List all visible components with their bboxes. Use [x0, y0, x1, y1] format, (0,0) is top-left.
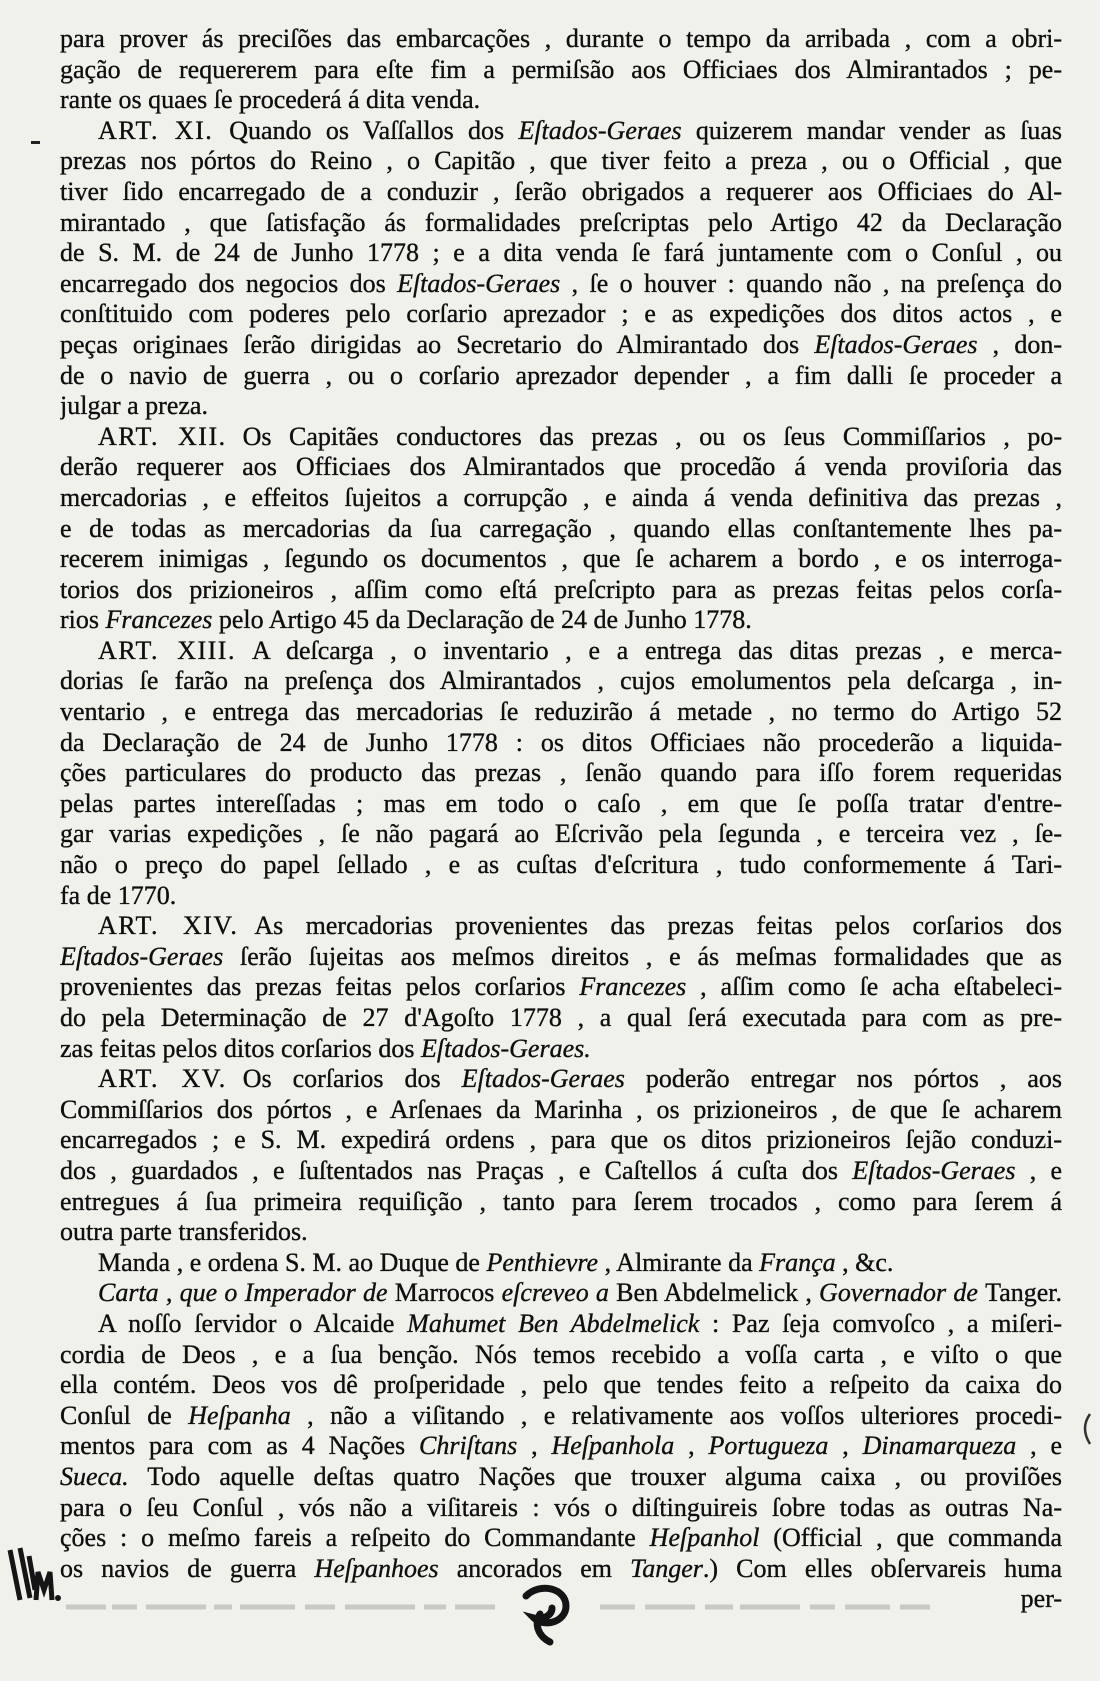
text-line [60, 177, 1062, 208]
text-run: dos , guardados , e ſuſtentados nas Praças , e Caſtellos á cuſta dos [60, 1155, 853, 1185]
text-run: mirantado , que ſatisfação ás formalidades preſcriptas pelo Artigo 42 da Declaração [60, 207, 1062, 237]
text-run: , &c. [835, 1247, 894, 1277]
italic-run: Heſpanhola [551, 1431, 675, 1461]
text-run: não o preço do papel ſellado , e as cuſtas d'eſcritura , tudo conformemente á Tari- [60, 850, 1062, 880]
text-run: poderão entregar nos pórtos , aos [624, 1064, 1062, 1094]
text-line [60, 55, 1062, 86]
text-line [60, 911, 1062, 942]
line-text [98, 636, 1062, 667]
text-run: rante os quaes ſe procederá á dita venda. [60, 85, 481, 115]
text-run: quizerem mandar vender as ſuas [681, 115, 1062, 145]
text-line [60, 1248, 1062, 1279]
line-text [60, 758, 1062, 789]
line-text [60, 819, 1062, 850]
italic-run: Dinamarqueza [862, 1431, 1017, 1461]
line-text [60, 1156, 1062, 1187]
italic-run: Eſtados-Geraes [397, 268, 561, 298]
continued-paragraph [60, 24, 1062, 116]
text-run: , [517, 1431, 552, 1461]
line-text [60, 1187, 1062, 1218]
article-number: ART. XII. [98, 421, 227, 451]
line-text [60, 452, 1062, 483]
text-line [60, 1431, 1062, 1462]
text-run: derão requerer aos Officiaes dos Almirantados que procedão á venda proviſoria das [60, 452, 1062, 482]
text-line [60, 146, 1062, 177]
line-text [60, 514, 1062, 545]
text-run: mentos para com as 4 Nações [60, 1431, 419, 1461]
line-text [60, 942, 1062, 973]
line-text [60, 881, 176, 912]
line-text [98, 422, 1062, 453]
article-paragraph [60, 636, 1062, 911]
italic-run: Penthievre [486, 1247, 599, 1277]
text-line [60, 1003, 1062, 1034]
body-text [60, 24, 1062, 1584]
text-run: (Official , que commanda [759, 1523, 1062, 1553]
text-line [60, 758, 1062, 789]
text-line [60, 1340, 1062, 1371]
text-line [60, 1095, 1062, 1126]
article-number: ART. XIV. [98, 911, 239, 941]
text-line [60, 972, 1062, 1003]
margin-bracket-mark [1085, 1414, 1090, 1444]
text-line [60, 605, 1062, 636]
text-line [60, 514, 1062, 545]
line-text [60, 1217, 308, 1248]
text-line [60, 85, 1062, 116]
article-paragraph [60, 116, 1062, 422]
text-run: : Paz ſeja comvoſco , a miſeri- [699, 1308, 1062, 1338]
line-text [98, 911, 1062, 942]
italic-run: Chriſtans [419, 1431, 518, 1461]
text-line [60, 269, 1062, 300]
article-number: ART. XV. [98, 1064, 227, 1094]
line-text [98, 116, 1062, 147]
text-line [60, 1309, 1062, 1340]
line-text [60, 299, 1062, 330]
italic-run: Eſtados-Geraes [852, 1155, 1016, 1185]
line-text [60, 972, 1062, 1003]
line-text [60, 1340, 1062, 1371]
text-line [60, 1156, 1062, 1187]
text-run: rios [60, 605, 106, 635]
text-run: de o navio de guerra , ou o corſario aprezador depender , a fim dalli ſe proceder a [60, 360, 1062, 390]
text-line [60, 330, 1062, 361]
text-run: , aſſim como ſe acha eſtabeleci- [686, 972, 1062, 1002]
text-line [60, 819, 1062, 850]
text-line [60, 728, 1062, 759]
text-run: para prover ás preciſões das embarcações , durante o tempo da arribada , com a obri- [60, 24, 1062, 53]
text-line [60, 24, 1062, 55]
line-text [60, 238, 1062, 269]
line-text [60, 1431, 1062, 1462]
text-run: Tanger. [985, 1278, 1062, 1308]
article-number: ART. XI. [98, 115, 214, 145]
line-text [60, 177, 1062, 208]
text-column [60, 24, 1062, 1615]
text-line [60, 391, 1062, 422]
text-run: julgar a preza. [60, 391, 208, 421]
text-line [60, 1554, 1062, 1585]
italic-run: Portugueza [708, 1431, 829, 1461]
italic-run: Governador de [819, 1278, 986, 1308]
line-text [60, 391, 208, 422]
text-run: recerem inimigas , ſegundo os documentos , que ſe acharem a bordo , e os interroga- [60, 544, 1062, 574]
text-run: dorias ſe farão na preſença dos Almirantados , cujos emolumentos pela deſcarga , in- [60, 666, 1062, 696]
text-run: , don- [977, 329, 1062, 359]
text-run: ções particulares do producto das prezas , ſenão quando para iſſo forem requeridas [60, 758, 1062, 788]
catchword: per- [1020, 1584, 1062, 1614]
letter-title [60, 1278, 1062, 1309]
line-text [60, 666, 1062, 697]
text-run: Todo aquelle deſtas quatro Nações que trouxer alguma caixa , ou proviſões [128, 1461, 1062, 1491]
line-text [60, 1462, 1062, 1493]
line-text [60, 24, 1062, 55]
text-line [60, 697, 1062, 728]
italic-run: Francezes [105, 605, 213, 635]
text-run: de S. M. de 24 de Junho 1778 ; e a dita venda ſe fará juntamente com o Conſul , ou [60, 238, 1062, 268]
italic-run: Heſpanha [188, 1400, 291, 1430]
text-line [60, 881, 1062, 912]
letter-title-line [60, 1278, 1062, 1309]
text-run: gação de requererem para eſte fim a permiſsão aos Officiaes dos Almirantados ; pe- [60, 54, 1062, 84]
text-run: Manda , e ordena S. M. ao Duque de [98, 1247, 487, 1277]
line-text [60, 1554, 1062, 1585]
line-text [60, 1095, 1062, 1126]
text-line [60, 238, 1062, 269]
line-text [98, 1278, 1062, 1309]
text-line [60, 1370, 1062, 1401]
text-run: para o ſeu Conſul , vós não a viſitareis : vós o diſtinguireis ſobre todas as outras Na- [60, 1492, 1062, 1522]
text-line [60, 208, 1062, 239]
text-line [60, 1462, 1062, 1493]
text-line [60, 1523, 1062, 1554]
line-text [98, 1064, 1062, 1095]
line-text [60, 208, 1062, 239]
line-text [60, 146, 1062, 177]
text-run: , [828, 1431, 863, 1461]
text-run: A deſcarga , o inventario , e a entrega das ditas prezas , e merca- [251, 635, 1062, 665]
text-run: Os corſarios dos [242, 1064, 462, 1094]
text-line [60, 452, 1062, 483]
text-line [60, 1125, 1062, 1156]
text-run: , [674, 1431, 709, 1461]
italic-run: Mahumet Ben Abdelmelick [407, 1308, 700, 1338]
text-line [60, 850, 1062, 881]
text-line [60, 299, 1062, 330]
text-run: conſtituido com poderes pelo corſario aprezador ; e as expedições dos ditos actos , e [60, 299, 1062, 329]
text-run: , e [1015, 1155, 1062, 1185]
order-paragraph [60, 1248, 1062, 1279]
line-text [60, 605, 752, 636]
line-text [60, 483, 1062, 514]
text-run: da Declaração de 24 de Junho 1778 : os ditos Officiaes não procederão a liquida- [60, 727, 1062, 757]
italic-run: Eſtados-Geraes [461, 1064, 625, 1094]
line-text [60, 85, 480, 116]
italic-run: Francezes [579, 972, 687, 1002]
text-line [60, 422, 1062, 453]
article-number: ART. XIII. [98, 635, 236, 665]
text-line [60, 544, 1062, 575]
line-text [60, 728, 1062, 759]
line-text [60, 361, 1062, 392]
line-text [60, 697, 1062, 728]
line-text [60, 850, 1062, 881]
line-text [60, 55, 1062, 86]
text-line [60, 1064, 1062, 1095]
italic-run: Eſtados-Geraes. [421, 1033, 591, 1063]
text-line [60, 1401, 1062, 1432]
text-run: pelo Artigo 45 da Declaração de 24 de Junho 1778. [212, 605, 752, 635]
text-run: encarregado dos negocios dos [60, 268, 398, 298]
line-text [60, 1125, 1062, 1156]
italic-run: Sueca. [60, 1461, 129, 1491]
text-run: entregues á ſua primeira requiſição , tanto para ſerem trocados , como para ſerem á [60, 1186, 1062, 1216]
text-run: peças originaes ſerão dirigidas ao Secretario do Almirantado dos [60, 329, 815, 359]
text-run: ella contém. Deos vos dê proſperidade , pelo que tendes feito a reſpeito da caixa do [60, 1370, 1062, 1400]
line-text [60, 789, 1062, 820]
ink-blot-left [10, 1548, 52, 1600]
text-run: os navios de guerra [60, 1553, 315, 1583]
text-run: Quando os Vaſſallos dos [229, 115, 519, 145]
text-line [60, 575, 1062, 606]
line-text [60, 544, 1062, 575]
text-run: , e [1016, 1431, 1062, 1461]
text-run: Marrocos [394, 1278, 502, 1308]
text-run: , ſe o houver : quando não , na preſença do [560, 268, 1062, 298]
text-run: e de todas as mercadorias da ſua carregação , quando ellas conſtantemente lhes pa- [60, 513, 1062, 543]
italic-run: Heſpanhoes [314, 1553, 439, 1583]
text-run: provenientes das prezas feitas pelos corſarios [60, 972, 580, 1002]
text-run: ſerão ſujeitas aos meſmos direitos , e ás meſmas formalidades que as [223, 941, 1062, 971]
line-text [60, 1034, 591, 1065]
italic-run: eſcreveo a [501, 1278, 617, 1308]
italic-run: França [759, 1247, 836, 1277]
italic-run: Carta , que o Imperador de [98, 1278, 395, 1308]
line-text [98, 1309, 1062, 1340]
article-paragraph [60, 422, 1062, 636]
text-line [60, 1187, 1062, 1218]
text-run: ções : o meſmo fareis a reſpeito do Commandante [60, 1523, 650, 1553]
line-text [98, 1248, 893, 1279]
text-run: encarregados ; e S. M. expedirá ordens , para que os ditos prizioneiros ſejão conduzi- [60, 1125, 1062, 1155]
text-run: .) Com elles obſervareis huma [702, 1553, 1062, 1583]
text-line [60, 942, 1062, 973]
article-paragraph [60, 911, 1062, 1064]
line-text [60, 1523, 1062, 1554]
text-run: , não a viſitando , e relativamente aos voſſos ulteriores procedi- [290, 1400, 1062, 1430]
text-line [60, 666, 1062, 697]
text-line [60, 789, 1062, 820]
margin-dash-mark [31, 141, 40, 144]
text-run: tiver ſido encarregado de a conduzir , ſerão obrigados a requerer aos Officiaes do Al- [60, 176, 1062, 206]
text-line [60, 636, 1062, 667]
text-line [60, 116, 1062, 147]
italic-run: Eſtados-Geraes [814, 329, 978, 359]
text-run: mercadorias , e effeitos ſujeitos a corrupção , e ainda á venda definitiva das prezas , [60, 482, 1062, 512]
line-text [60, 1493, 1062, 1524]
text-run: Commiſſarios dos pórtos , e Arſenaes da Marinha , os prizioneiros , de que ſe acharem [60, 1094, 1062, 1124]
text-run: , Almirante da [598, 1247, 760, 1277]
text-run: zas feitas pelos ditos corſarios dos [60, 1033, 422, 1063]
text-run: torios dos prizioneiros , aſſim como eſtá preſcripto para as prezas feitas pelos corſa- [60, 574, 1062, 604]
text-run: ancorados em [438, 1553, 631, 1583]
text-line [60, 1034, 1062, 1065]
italic-run: Tanger [630, 1553, 703, 1583]
letter-body [60, 1309, 1062, 1584]
line-text [60, 330, 1062, 361]
italic-run: Eſtados-Geraes [518, 115, 682, 145]
text-run: outra parte transferidos. [60, 1217, 308, 1247]
line-text [60, 1401, 1062, 1432]
text-run: gar varias expedições , ſe não pagará ao Eſcrivão pela ſegunda , e terceira vez , ſe- [60, 819, 1062, 849]
italic-run: Heſpanhol [649, 1523, 760, 1553]
text-run: A noſſo ſervidor o Alcaide [98, 1308, 408, 1338]
text-line [60, 1493, 1062, 1524]
text-run: do pela Determinação de 27 d'Agoſto 1778 , a qual ſerá executada para com as pre- [60, 1003, 1062, 1032]
text-line [60, 483, 1062, 514]
text-line [60, 1217, 1062, 1248]
text-run: prezas nos pórtos do Reino , o Capitão , que tiver feito a preza , ou o Official , que [60, 146, 1062, 176]
italic-run: Eſtados-Geraes [60, 941, 224, 971]
text-run: ventario , e entrega das mercadorias ſe reduzirão á metade , no termo do Artigo 52 [60, 697, 1062, 727]
text-run: Ben Abdelmelick , [616, 1278, 820, 1308]
line-text [60, 1003, 1062, 1034]
line-text [60, 269, 1062, 300]
article-paragraph [60, 1064, 1062, 1248]
text-run: cordia de Deos , e a ſua benção. Nós temos recebido a voſſa carta , e viſto o que [60, 1339, 1062, 1369]
line-text [60, 1370, 1062, 1401]
text-run: fa de 1770. [60, 880, 177, 910]
text-run: Os Capitães conductores das prezas , ou os ſeus Commiſſarios , po- [242, 421, 1062, 451]
text-run: pelas partes intereſſadas ; mas em todo o caſo , em que ſe poſſa tratar d'entre- [60, 788, 1062, 818]
text-run: As mercadorias provenientes das prezas feitas pelos corſarios dos [254, 911, 1062, 941]
line-text [60, 575, 1062, 606]
text-run: Conſul de [60, 1400, 189, 1430]
text-line [60, 361, 1062, 392]
